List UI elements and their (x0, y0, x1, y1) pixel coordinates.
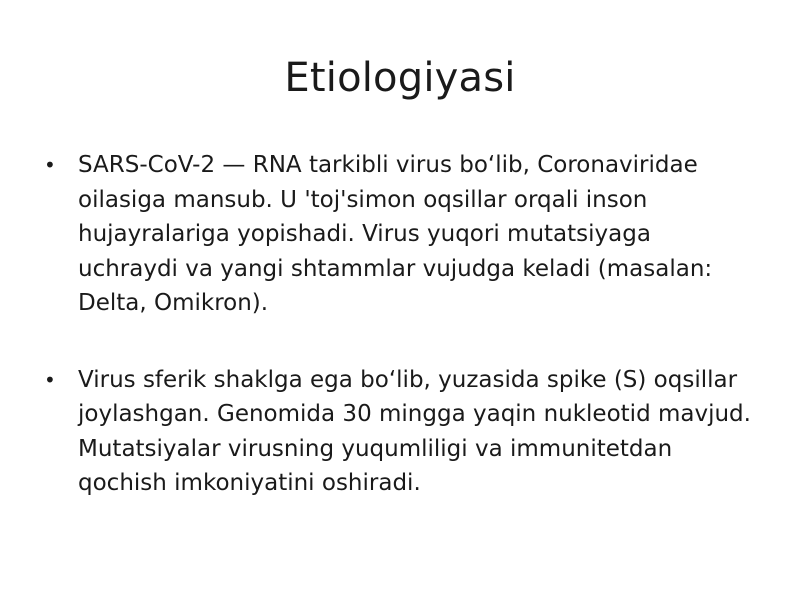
slide-title: Etiologiyasi (284, 55, 516, 101)
bullet-text: Virus sferik shaklga ega bo‘lib, yuzasida spike (S) oqsillar joylashgan. Genomida 30 mingga yaqin nukleotid mavjud. Mutatsiyalar virusning yuqumliligi va immunitetdan qochish imkoniyatini oshiradi. (78, 366, 751, 496)
bullet-text: SARS-CoV-2 — RNA tarkibli virus bo‘lib, Coronaviridae oilasiga mansub. U 'toj'simon oqsillar orqali inson hujayralariga yopishadi. Virus yuqori mutatsiyaga uchraydi va yangi shtammlar vujudga keladi (masalan: Delta, Omikron). (78, 152, 713, 316)
bullet-dot-icon: • (44, 367, 56, 392)
bullet-dot-icon: • (44, 153, 56, 177)
bullet-item-structure (44, 363, 754, 501)
bullet-list (44, 148, 754, 501)
bullet-item-etiology (44, 148, 754, 321)
